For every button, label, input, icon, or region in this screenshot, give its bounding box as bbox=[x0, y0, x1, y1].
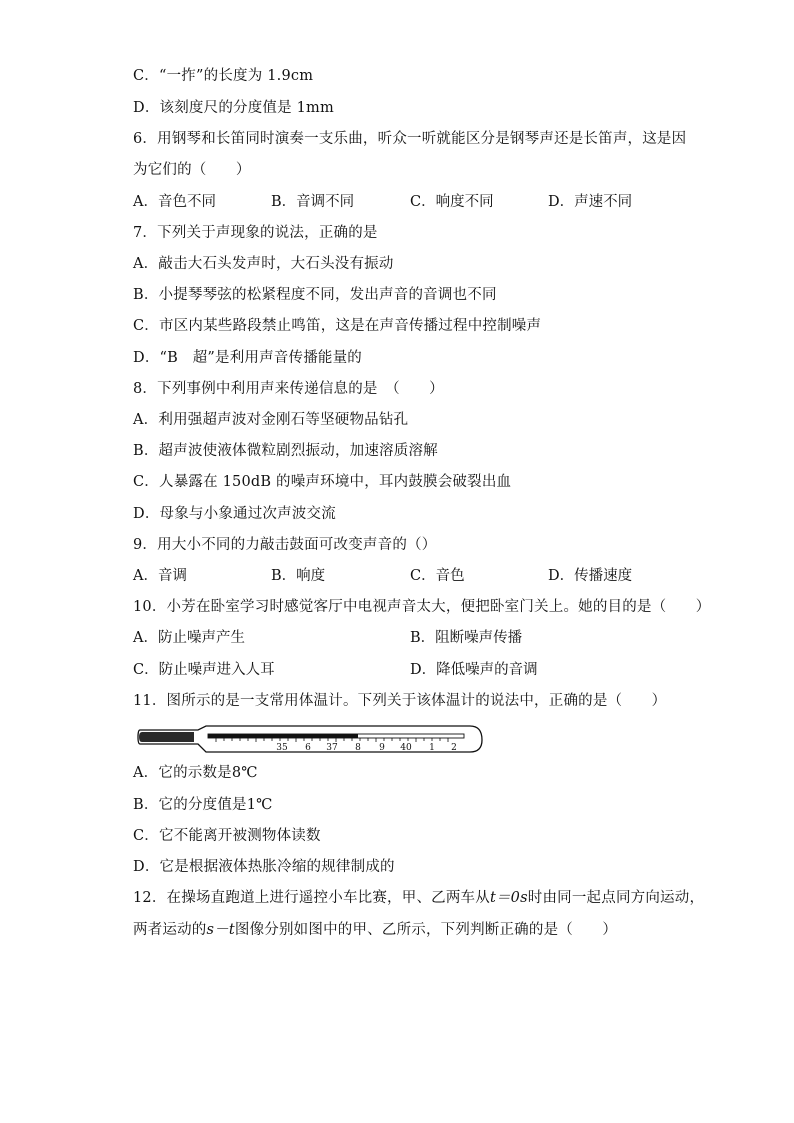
q7-option-d: D．“B 超”是利用声音传播能量的 bbox=[133, 350, 363, 366]
q8-option-c: C．人暴露在 150dB 的噪声环境中，耳内鼓膜会破裂出血 bbox=[133, 474, 512, 490]
q9-option-a: A．音调 bbox=[133, 568, 187, 584]
q12-line2-post: 图像分别如图中的甲、乙所示，下列判断正确的是（ ） bbox=[234, 922, 618, 938]
q12-line1-var: t＝0s bbox=[489, 890, 528, 906]
q7-stem: 7．下列关于声现象的说法，正确的是 bbox=[133, 225, 378, 241]
q10-option-d: D．降低噪声的音调 bbox=[410, 662, 538, 678]
q7-option-a: A．敲击大石头发声时，大石头没有振动 bbox=[133, 256, 394, 272]
thermo-label-40: 40 bbox=[400, 743, 412, 753]
q12-line1-pre: 12．在操场直跑道上进行遥控小车比赛，甲、乙两车从 bbox=[133, 890, 490, 906]
thermo-label-6: 6 bbox=[305, 743, 311, 753]
q12-line2-pre: 两者运动的 bbox=[133, 922, 207, 938]
q7-option-b: B．小提琴琴弦的松紧程度不同，发出声音的音调也不同 bbox=[133, 287, 497, 303]
thermo-label-9: 9 bbox=[379, 743, 385, 753]
q5-option-d: D．该刻度尺的分度值是 1mm bbox=[133, 100, 334, 116]
q10-stem: 10．小芳在卧室学习时感觉客厅中电视声音太大，便把卧室门关上。她的目的是（ ） bbox=[133, 599, 711, 615]
q5-option-c: C．“一拃”的长度为 1.9cm bbox=[133, 68, 314, 84]
thermo-label-1: 1 bbox=[429, 743, 435, 753]
q11-stem: 11．图所示的是一支常用体温计。下列关于该体温计的说法中，正确的是（ ） bbox=[133, 693, 667, 709]
q6-stem-line1: 6．用钢琴和长笛同时演奏一支乐曲，听众一听就能区分是钢琴声还是长笛声，这是因 bbox=[133, 131, 687, 147]
thermo-label-35: 35 bbox=[276, 743, 288, 753]
thermo-label-37: 37 bbox=[326, 743, 338, 753]
q10-option-b: B．阻断噪声传播 bbox=[410, 630, 523, 646]
q12-stem-line1 bbox=[133, 888, 704, 908]
q11-option-b: B．它的分度值是1℃ bbox=[133, 797, 273, 813]
thermo-label-2: 2 bbox=[451, 743, 457, 753]
thermometer-icon bbox=[136, 720, 484, 756]
q10-option-a: A．防止噪声产生 bbox=[133, 630, 245, 646]
q6-stem-line2: 为它们的（ ） bbox=[133, 162, 251, 178]
q11-option-d: D．它是根据液体热胀冷缩的规律制成的 bbox=[133, 859, 395, 875]
q7-option-c: C．市区内某些路段禁止鸣笛，这是在声音传播过程中控制噪声 bbox=[133, 318, 542, 334]
q10-option-c: C．防止噪声进入人耳 bbox=[133, 662, 275, 678]
q8-option-a: A．利用强超声波对金刚石等坚硬物品钻孔 bbox=[133, 412, 409, 428]
q8-option-d: D．母象与小象通过次声波交流 bbox=[133, 506, 336, 522]
q6-option-c: C．响度不同 bbox=[410, 194, 494, 210]
q12-stem-line2 bbox=[133, 920, 617, 940]
q12-line1-post: 时由同一起点同方向运动， bbox=[527, 890, 705, 906]
q8-stem: 8．下列事例中利用声来传递信息的是 （ ） bbox=[133, 381, 444, 397]
q11-option-c: C．它不能离开被测物体读数 bbox=[133, 828, 321, 844]
q9-option-d: D．传播速度 bbox=[548, 568, 633, 584]
q9-option-b: B．响度 bbox=[271, 568, 326, 584]
q6-option-a: A．音色不同 bbox=[133, 194, 216, 210]
q8-option-b: B．超声波使液体微粒剧烈振动，加速溶质溶解 bbox=[133, 443, 438, 459]
q9-option-c: C．音色 bbox=[410, 568, 465, 584]
q9-stem: 9．用大小不同的力敲击鼓面可改变声音的（） bbox=[133, 537, 437, 553]
q11-option-a: A．它的示数是8℃ bbox=[133, 765, 258, 781]
thermo-label-8: 8 bbox=[355, 743, 361, 753]
q6-option-b: B．音调不同 bbox=[271, 194, 355, 210]
q6-option-d: D．声速不同 bbox=[548, 194, 633, 210]
q12-line2-var: s－t bbox=[206, 922, 235, 938]
